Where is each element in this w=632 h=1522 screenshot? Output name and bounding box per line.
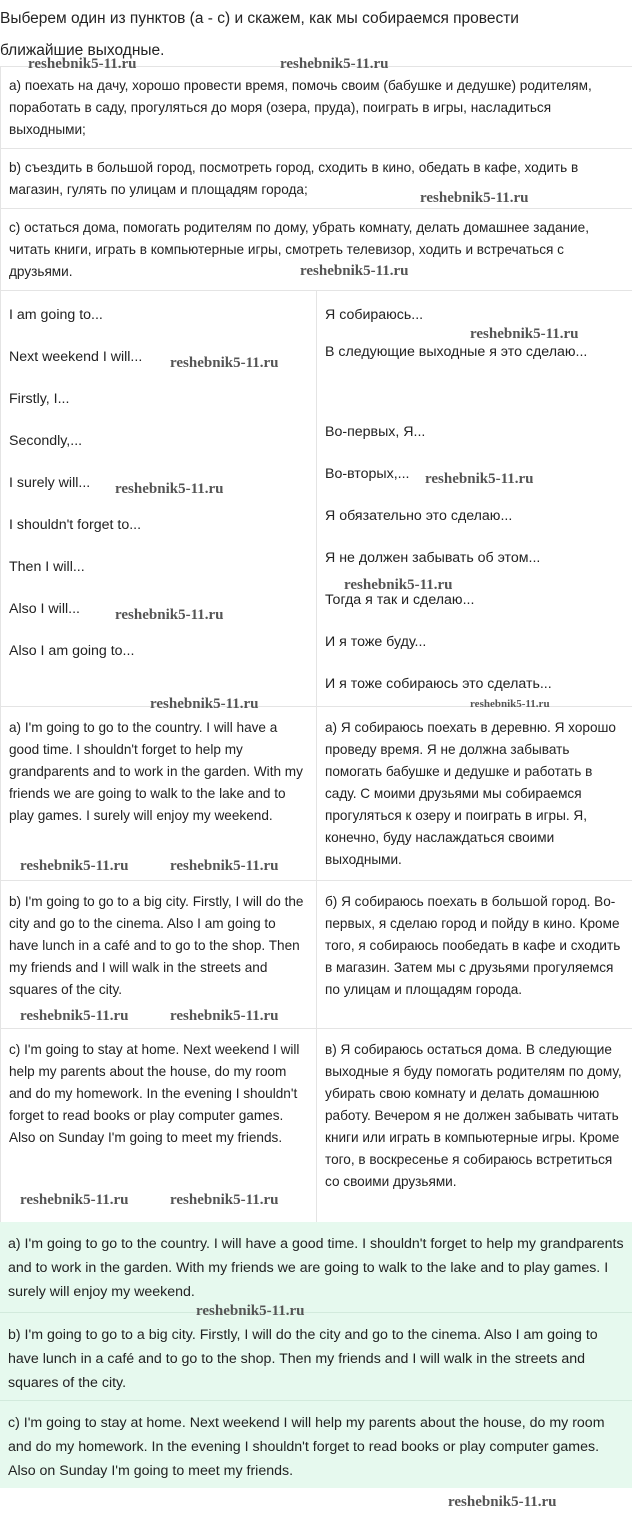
phrase-en: Also I will...	[9, 601, 80, 617]
watermark: reshebnik5-11.ru	[170, 355, 279, 371]
watermark: reshebnik5-11.ru	[425, 471, 534, 487]
phrase-en: Next weekend I will...	[9, 349, 143, 365]
watermark: reshebnik5-11.ru	[300, 263, 409, 279]
watermark: reshebnik5-11.ru	[28, 56, 137, 72]
answers-table	[0, 706, 632, 1222]
phrase-en: I surely will...	[9, 475, 91, 491]
watermark: reshebnik5-11.ru	[115, 481, 224, 497]
phrase-ru: В следующие выходные я это сделаю...	[325, 344, 588, 360]
phrase-en: Also I am going to...	[9, 643, 135, 659]
phrase-en: I shouldn't forget to...	[9, 517, 142, 533]
answer-b-en: b) I'm going to go to a big city. Firstly, I will do the city and go to the cinema. Also I am going to have lunch in a café and to go to the shop. Then my friends and I will walk in the streets and squares of the city.	[1, 880, 316, 1028]
final-answers	[0, 1222, 632, 1488]
watermark: reshebnik5-11.ru	[115, 607, 224, 623]
watermark: reshebnik5-11.ru	[170, 858, 279, 874]
watermark: reshebnik5-11.ru	[448, 1494, 557, 1510]
phrase-ru: Тогда я так и сделаю...	[325, 592, 475, 608]
option-a: a) поехать на дачу, хорошо провести время, помочь своим (бабушке и дедушке) родителям, поработать в саду, прогуляться до моря (озера, пруда), поиграть в игры, насладиться выходными;	[1, 66, 632, 148]
watermark: reshebnik5-11.ru	[170, 1192, 279, 1208]
answer-b-ru: б) Я собираюсь поехать в большой город. Во-первых, я сделаю город и пойду в кино. Кроме того, я собираюсь пообедать в кафе и сходить в магазин. Затем мы с друзьями прогуляемся по улицам и площадям города.	[316, 880, 632, 1028]
watermark: reshebnik5-11.ru	[170, 1008, 279, 1024]
watermark: reshebnik5-11.ru	[20, 1008, 129, 1024]
phrase-ru: И я тоже собираюсь это сделать...	[325, 676, 552, 692]
phrase-en: Secondly,...	[9, 433, 83, 449]
watermark: reshebnik5-11.ru	[20, 858, 129, 874]
watermark: reshebnik5-11.ru	[470, 698, 550, 710]
watermark: reshebnik5-11.ru	[344, 577, 453, 593]
phrase-ru: И я тоже буду...	[325, 634, 427, 650]
watermark: reshebnik5-11.ru	[420, 190, 529, 206]
phrase-ru: Я собираюсь...	[325, 307, 424, 323]
phrases-en	[1, 290, 316, 706]
watermark: reshebnik5-11.ru	[280, 56, 389, 72]
phrase-en: I am going to...	[9, 307, 103, 323]
answer-a-ru: а) Я собираюсь поехать в деревню. Я хорошо проведу время. Я не должна забывать помогать бабушке и дедушке и работать в саду. С моими друзьями мы собираемся прогуляться к озеру и поиграть в игры. Я, конечно, буду наслаждаться своими выходными.	[316, 706, 632, 880]
phrases-ru	[316, 290, 632, 706]
phrase-ru: Во-первых, Я...	[325, 424, 426, 440]
answer-a-en: a) I'm going to go to the country. I will have a good time. I shouldn't forget to help my grandparents and to work in the garden. With my friends we are going to walk to the lake and to play games. I surely will enjoy my weekend.	[1, 706, 316, 880]
watermark: reshebnik5-11.ru	[150, 696, 259, 712]
phrase-ru: Я обязательно это сделаю...	[325, 508, 513, 524]
option-c: c) остаться дома, помогать родителям по дому, убрать комнату, делать домашнее задание, читать книги, играть в компьютерные игры, смотреть телевизор, ходить и встречаться с друзьями.	[1, 208, 632, 290]
intro-text: Выберем один из пунктов (a - c) и скажем, как мы собираемся провести ближайшие выходные.	[0, 10, 519, 59]
option-b: b) съездить в большой город, посмотреть город, сходить в кино, обедать в кафе, ходить в магазин, гулять по улицам и площадям города;	[1, 148, 632, 208]
phrases-table	[0, 290, 632, 706]
watermark: reshebnik5-11.ru	[470, 326, 579, 342]
watermark: reshebnik5-11.ru	[196, 1303, 305, 1319]
phrase-ru: Я не должен забывать об этом...	[325, 550, 541, 566]
options-table	[0, 66, 632, 290]
answer-c-ru: в) Я собираюсь остаться дома. В следующие выходные я буду помогать родителям по дому, убирать свою комнату и делать домашнюю работу. Вечером я не должен забывать читать книги или играть в компьютерные игры. Кроме того, в воскресенье я собираюсь встретиться со своими друзьями.	[316, 1028, 632, 1222]
final-answer-b: b) I'm going to go to a big city. Firstly, I will do the city and go to the cinema. Also I am going to have lunch in a café and to go to the shop. Then my friends and I will walk in the streets and squares of the city.	[0, 1312, 632, 1400]
final-answer-c: c) I'm going to stay at home. Next weekend I will help my parents about the house, do my room and do my homework. In the evening I shouldn't forget to read books or play computer games. Also on Sunday I'm going to meet my friends.	[0, 1400, 632, 1488]
watermark: reshebnik5-11.ru	[20, 1192, 129, 1208]
final-answer-a: a) I'm going to go to the country. I will have a good time. I shouldn't forget to help my grandparents and to work in the garden. With my friends we are going to walk to the lake and to play games. I surely will enjoy my weekend.	[8, 1236, 624, 1300]
answer-c-en: c) I'm going to stay at home. Next weekend I will help my parents about the house, do my room and do my homework. In the evening I shouldn't forget to read books or play computer games. Also on Sunday I'm going to meet my friends.	[1, 1028, 316, 1222]
phrase-ru: Во-вторых,...	[325, 466, 410, 482]
phrase-en: Firstly, I...	[9, 391, 70, 407]
phrase-en: Then I will...	[9, 559, 85, 575]
